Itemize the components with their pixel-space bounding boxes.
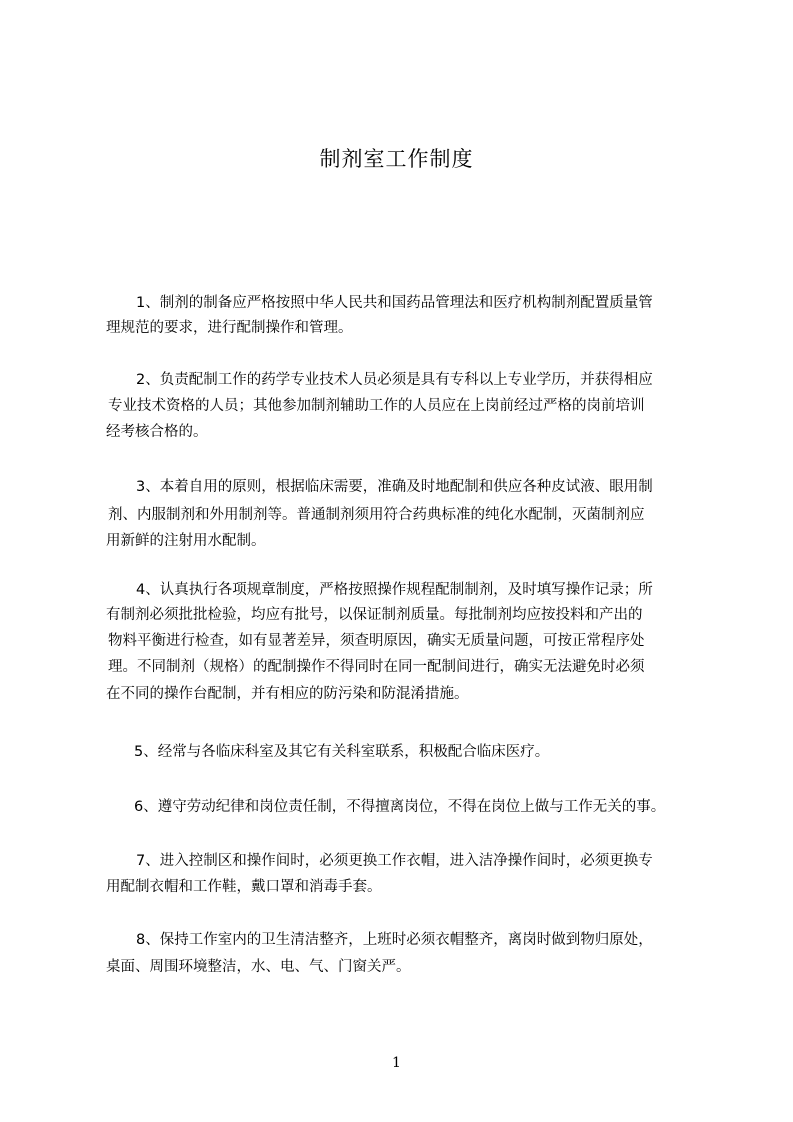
paragraph-line: 理。不同制剂（规格）的配制操作不得同时在同一配制间进行，确实无法避免时必须 bbox=[108, 659, 645, 675]
paragraph-line: 8、保持工作室内的卫生清洁整齐，上班时必须衣帽整齐，离岗时做到物归原处， bbox=[136, 932, 653, 948]
paragraph-line: 用新鲜的注射用水配制。 bbox=[106, 533, 266, 549]
page-number: 1 bbox=[392, 1055, 401, 1071]
paragraph-line: 有制剂必须批批检验，均应有批号，以保证制剂质量。每批制剂均应按投料和产出的 bbox=[106, 607, 643, 623]
paragraph-line: 2、负责配制工作的药学专业技术人员必须是具有专科以上专业学历，并获得相应 bbox=[136, 372, 653, 388]
paragraph-line: 理规范的要求，进行配制操作和管理。 bbox=[106, 320, 353, 336]
paragraph-line: 在不同的操作台配制，并有相应的防污染和防混淆措施。 bbox=[106, 686, 469, 702]
paragraph-line: 5、经常与各临床科室及其它有关科室联系，积极配合临床医疗。 bbox=[134, 744, 550, 760]
paragraph-line: 经考核合格的。 bbox=[106, 424, 208, 440]
paragraph-line: 剂、内服制剂和外用制剂等。普通制剂须用符合药典标准的纯化水配制，灭菌制剂应 bbox=[108, 507, 645, 523]
paragraph-line: 3、本着自用的原则，根据临床需要，准确及时地配制和供应各种皮试液、眼用制 bbox=[136, 479, 653, 495]
paragraph-line: 1、制剂的制备应严格按照中华人民共和国药品管理法和医疗机构制剂配置质量管 bbox=[136, 295, 653, 311]
paragraph-line: 专业技术资格的人员；其他参加制剂辅助工作的人员应在上岗前经过严格的岗前培训 bbox=[108, 398, 645, 414]
paragraph-line: 4、认真执行各项规章制度，严格按照操作规程配制制剂，及时填写操作记录；所 bbox=[136, 582, 653, 598]
document-title: 制剂室工作制度 bbox=[319, 147, 474, 171]
paragraph-line: 6、遵守劳动纪律和岗位责任制，不得擅离岗位，不得在岗位上做与工作无关的事。 bbox=[134, 799, 666, 815]
paragraph-line: 7、进入控制区和操作间时，必须更换工作衣帽，进入洁净操作间时，必须更换专 bbox=[136, 853, 653, 869]
paragraph-line: 物料平衡进行检查，如有显著差异，须查明原因，确实无质量问题，可按正常程序处 bbox=[108, 633, 645, 649]
paragraph-line: 用配制衣帽和工作鞋，戴口罩和消毒手套。 bbox=[106, 879, 382, 895]
paragraph-line: 桌面、周围环境整洁，水、电、气、门窗关严。 bbox=[106, 959, 411, 975]
